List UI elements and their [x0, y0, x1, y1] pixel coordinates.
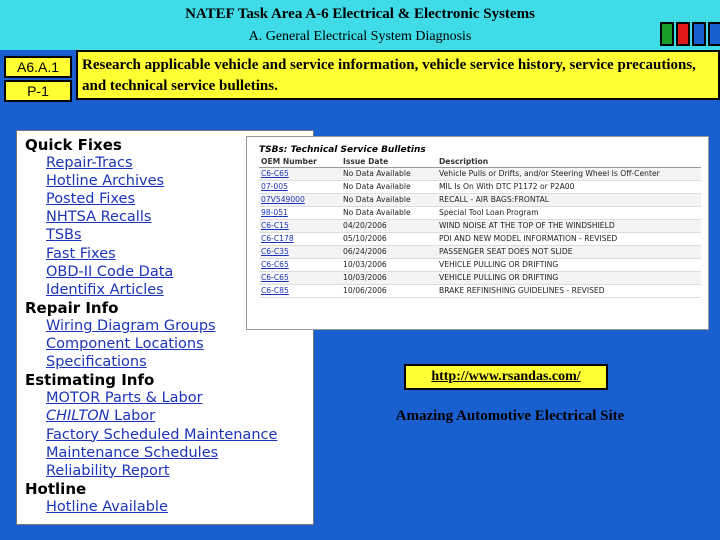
menu-link[interactable]: Maintenance Schedules	[46, 444, 219, 461]
menu-link[interactable]: Hotline Available	[46, 498, 168, 515]
color-box	[708, 22, 720, 46]
tsb-issue-date: No Data Available	[341, 167, 437, 180]
tsb-oem-number[interactable]: 98-051	[259, 206, 341, 219]
tsb-oem-number[interactable]: C6-C65	[259, 167, 341, 180]
page-title: NATEF Task Area A-6 Electrical & Electronic Systems	[185, 6, 535, 22]
tsb-title: TSBs: Technical Service Bulletins	[259, 145, 426, 155]
website-link-box[interactable]	[404, 364, 608, 390]
menu-section-title: Quick Fixes	[25, 136, 122, 154]
tsb-row[interactable]	[259, 167, 701, 180]
tsb-description: WIND NOISE AT THE TOP OF THE WINDSHIELD	[437, 219, 701, 232]
tsb-description: PDI AND NEW MODEL INFORMATION - REVISED	[437, 232, 701, 245]
menu-link[interactable]: Specifications	[46, 354, 147, 371]
menu-link[interactable]: Identifix Articles	[46, 281, 164, 298]
tsb-description: Special Tool Loan Program	[437, 206, 701, 219]
tsb-oem-number[interactable]: C6-C65	[259, 258, 341, 271]
tsb-oem-number[interactable]: C6-C65	[259, 271, 341, 284]
tsb-row[interactable]	[259, 258, 701, 271]
tsb-row[interactable]	[259, 284, 701, 297]
menu-link[interactable]: TSBs	[46, 227, 82, 244]
tsb-issue-date: 10/06/2006	[341, 284, 437, 297]
tsb-issue-date: 05/10/2006	[341, 232, 437, 245]
tsb-description: Vehicle Pulls or Drifts, and/or Steering Wheel Is Off-Center	[437, 167, 701, 180]
tsb-issue-date: No Data Available	[341, 206, 437, 219]
tsb-description: RECALL - AIR BAGS:FRONTAL	[437, 193, 701, 206]
tsb-description: PASSENGER SEAT DOES NOT SLIDE	[437, 245, 701, 258]
tsb-issue-date: 04/20/2006	[341, 219, 437, 232]
tsb-oem-number[interactable]: C6-C85	[259, 284, 341, 297]
menu-link[interactable]: MOTOR Parts & Labor	[46, 390, 203, 407]
menu-link[interactable]: CHILTON Labor	[46, 408, 156, 425]
menu-link[interactable]: Component Locations	[46, 336, 204, 353]
tsb-column-header: Description	[437, 157, 701, 167]
menu-link[interactable]: Wiring Diagram Groups	[46, 317, 216, 334]
website-caption: Amazing Automotive Electrical Site	[395, 408, 625, 424]
tsb-row[interactable]	[259, 206, 701, 219]
tsb-issue-date: No Data Available	[341, 193, 437, 206]
tsb-oem-number[interactable]: 07-005	[259, 180, 341, 193]
tsb-oem-number[interactable]: C6-C35	[259, 245, 341, 258]
tsb-issue-date: 10/03/2006	[341, 258, 437, 271]
task-code: A6.A.1	[4, 56, 72, 78]
tsb-panel	[246, 136, 709, 330]
task-description: Research applicable vehicle and service information, vehicle service history, service precautions, and technical service bulletins.	[76, 50, 720, 100]
menu-link[interactable]: Fast Fixes	[46, 245, 116, 262]
tsb-column-header: OEM Number	[259, 157, 341, 167]
tsb-table	[259, 157, 701, 298]
menu-section-title: Repair Info	[25, 298, 119, 317]
color-box	[692, 22, 706, 46]
tsb-row[interactable]	[259, 193, 701, 206]
color-boxes	[660, 22, 720, 46]
tsb-description: BRAKE REFINISHING GUIDELINES - REVISED	[437, 284, 701, 297]
menu-link[interactable]: Hotline Archives	[46, 173, 165, 190]
tsb-issue-date: 06/24/2006	[341, 245, 437, 258]
menu-link[interactable]: NHTSA Recalls	[46, 209, 152, 226]
tsb-row[interactable]	[259, 271, 701, 284]
color-box	[660, 22, 674, 46]
tsb-oem-number[interactable]: C6-C178	[259, 232, 341, 245]
menu-link[interactable]: Posted Fixes	[46, 191, 135, 208]
tsb-issue-date: No Data Available	[341, 180, 437, 193]
tsb-description: VEHICLE PULLING OR DRIFTING	[437, 271, 701, 284]
menu-link[interactable]: Repair-Tracs	[46, 155, 133, 172]
menu-link[interactable]: OBD-II Code Data	[46, 263, 174, 280]
tsb-description: MIL Is On With DTC P1172 or P2A00	[437, 180, 701, 193]
tsb-row[interactable]	[259, 219, 701, 232]
menu-section-title: Hotline	[25, 479, 87, 498]
tsb-issue-date: 10/03/2006	[341, 271, 437, 284]
tsb-column-header: Issue Date	[341, 157, 437, 167]
tsb-row[interactable]	[259, 245, 701, 258]
header-bar	[0, 0, 720, 50]
menu-link[interactable]: Reliability Report	[46, 462, 170, 479]
menu-section-title: Estimating Info	[25, 371, 155, 390]
menu-link[interactable]: Factory Scheduled Maintenance	[46, 426, 278, 443]
tsb-oem-number[interactable]: 07V549000	[259, 193, 341, 206]
tsb-row[interactable]	[259, 180, 701, 193]
tsb-oem-number[interactable]: C6-C15	[259, 219, 341, 232]
task-priority: P-1	[4, 80, 72, 102]
tsb-row[interactable]	[259, 232, 701, 245]
service-menu	[25, 136, 277, 516]
website-link[interactable]: http://www.rsandas.com/	[431, 369, 581, 384]
color-box	[676, 22, 690, 46]
tsb-description: VEHICLE PULLING OR DRIFTING	[437, 258, 701, 271]
page-subtitle: A. General Electrical System Diagnosis	[248, 29, 472, 44]
